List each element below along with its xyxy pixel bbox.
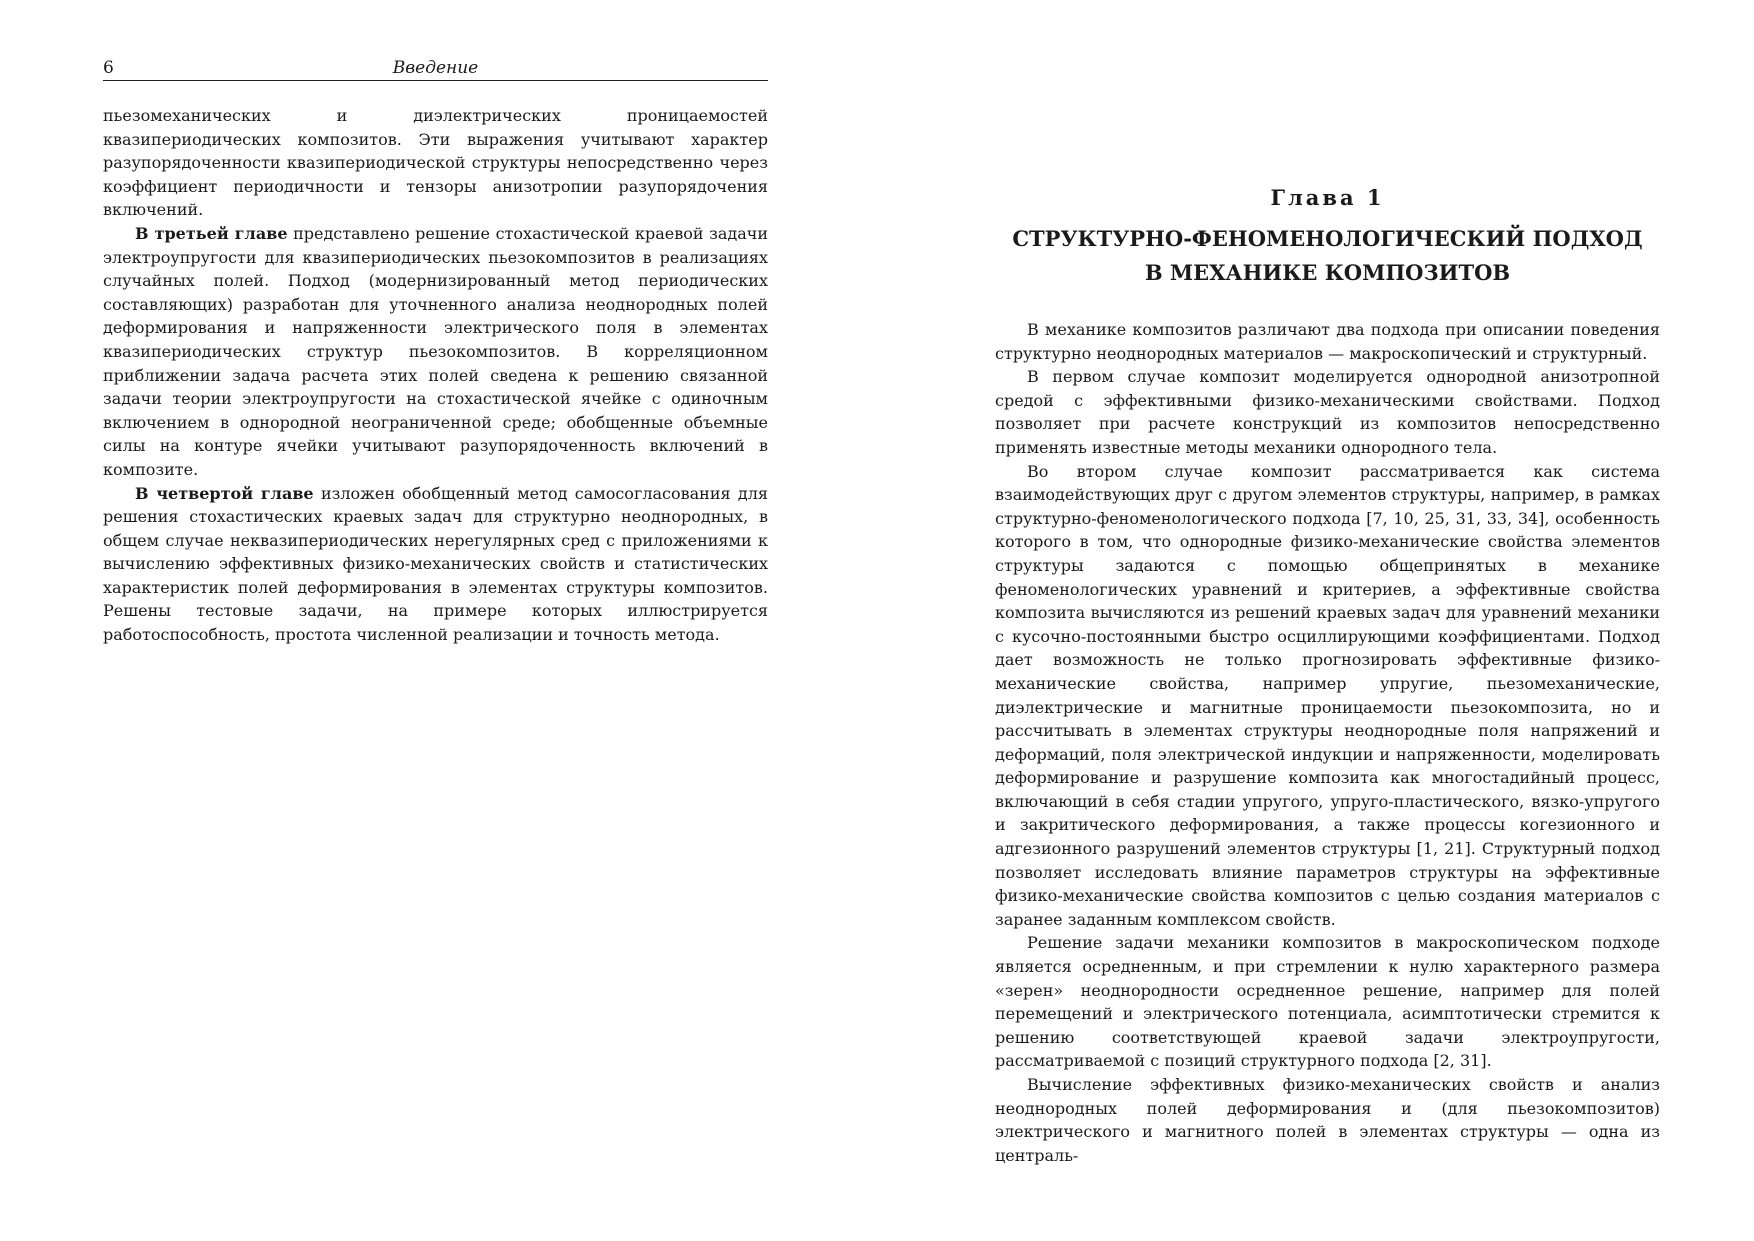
paragraph-text: изложен обобщенный метод самосогласования для решения стохастических краевых задач для структурно неоднородных, в общем случае неквазипериодических нерегулярных сред с приложениями к вычислению эффективных физико-механических свойств и статистических характеристик полей деформирования в элементах структуры композитов. Решены тестовые задачи, на примере которых иллюстрируется работоспособность, простота численной реализации и точность метода. [103, 483, 769, 645]
paragraph [103, 482, 768, 647]
paragraph: Решение задачи механики композитов в макроскопическом подходе является осредненным, и при стремлении к нулю характерного размера «зерен» неоднородности осредненное решение, например для полей перемещений и электрического потенциала, асимптотически стремится к решению соответствующей краевой задачи электроупругости, рассматриваемой с позиций структурного подхода [2, 31]. [995, 933, 1660, 1071]
paragraph: В механике композитов различают два подхода при описании поведения структурно неоднородных материалов — макроскопический и структурный. [995, 320, 1660, 363]
chapter-title-line: СТРУКТУРНО-ФЕНОМЕНОЛОГИЧЕСКИЙ ПОДХОД [1012, 226, 1643, 251]
running-title: Введение [392, 58, 479, 78]
chapter-title [995, 222, 1660, 290]
paragraph-text: представлено решение стохастической краевой задачи электроупругости для квазипериодических пьезокомпозитов в реализациях случайных полей. Подход (модернизированный метод периодических составляющих) разработан для уточненного анализа неоднородных полей деформирования и напряженности электрического поля в элементах квазипериодических структур пьезокомпозитов. В корреляционном приближении задача расчета этих полей сведена к решению связанной задачи теории электроупругости на стохастической ячейке с одиночным включением в однородной неограниченной среде; обобщенные объемные силы на контуре ячейки учитывают разупорядоченность включений в композите. [103, 223, 768, 479]
paragraph-bold-lead: В третьей главе [135, 223, 288, 243]
running-head [103, 56, 768, 81]
paragraph: Вычисление эффективных физико-механических свойств и анализ неоднородных полей деформирования и (для пьезокомпозитов) электрического и магнитного полей в элементах структуры — одна из централь- [995, 1075, 1660, 1165]
paragraph-bold-lead: В четвертой главе [135, 483, 314, 503]
paragraph: Во втором случае композит рассматривается как система взаимодействующих друг с другом элементов структуры, например, в рамках структурно-феноменологического подхода [7, 10, 25, 31, 33, 34], особенность которого в том, что однородные физико-механические свойства элементов структуры задаются с помощью общепринятых в механике феноменологических уравнений и критериев, а эффективные свойства композита вычисляются из решений краевых задач для уравнений механики с кусочно-постоянными быстро осциллирующими коэффициентами. Подход дает возможность не только прогнозировать эффективные физико-механические свойства, например упругие, пьезомеханические, диэлектрические и магнитные проницаемости пьезокомпозита, но и рассчитывать в элементах структуры неоднородные поля напряжений и деформаций, поля электрической индукции и напряженности, моделировать деформирование и разрушение композита как многостадийный процесс, включающий в себя стадии упругого, упруго-пластического, вязко-упругого и закритического деформирования, а также процессы когезионного и адгезионного разрушений элементов структуры [1, 21]. Структурный подход позволяет исследовать влияние параметров структуры на эффективные физико-механические свойства композитов с целью создания материалов с заранее заданным комплексом свойств. [995, 461, 1660, 929]
left-body-text [103, 104, 768, 647]
paragraph [103, 222, 768, 482]
right-body-text [995, 318, 1660, 1167]
chapter-label: Глава 1 [1270, 185, 1385, 210]
page-number: 6 [103, 58, 114, 78]
paragraph-text: пьезомеханических и диэлектрических проницаемостей квазипериодических композитов. Эти выражения учитывают характер разупорядоченности квазипериодической структуры непосредственно через коэффициент периодичности и тензоры анизотропии разупорядочения включений. [103, 106, 768, 220]
paragraph [103, 104, 768, 222]
paragraph: В первом случае композит моделируется однородной анизотропной средой с эффективными физико-механическими свойствами. Подход позволяет при расчете конструкций из композитов непосредственно применять известные методы механики однородного тела. [995, 367, 1660, 457]
chapter-title-line: В МЕХАНИКЕ КОМПОЗИТОВ [1144, 260, 1511, 285]
